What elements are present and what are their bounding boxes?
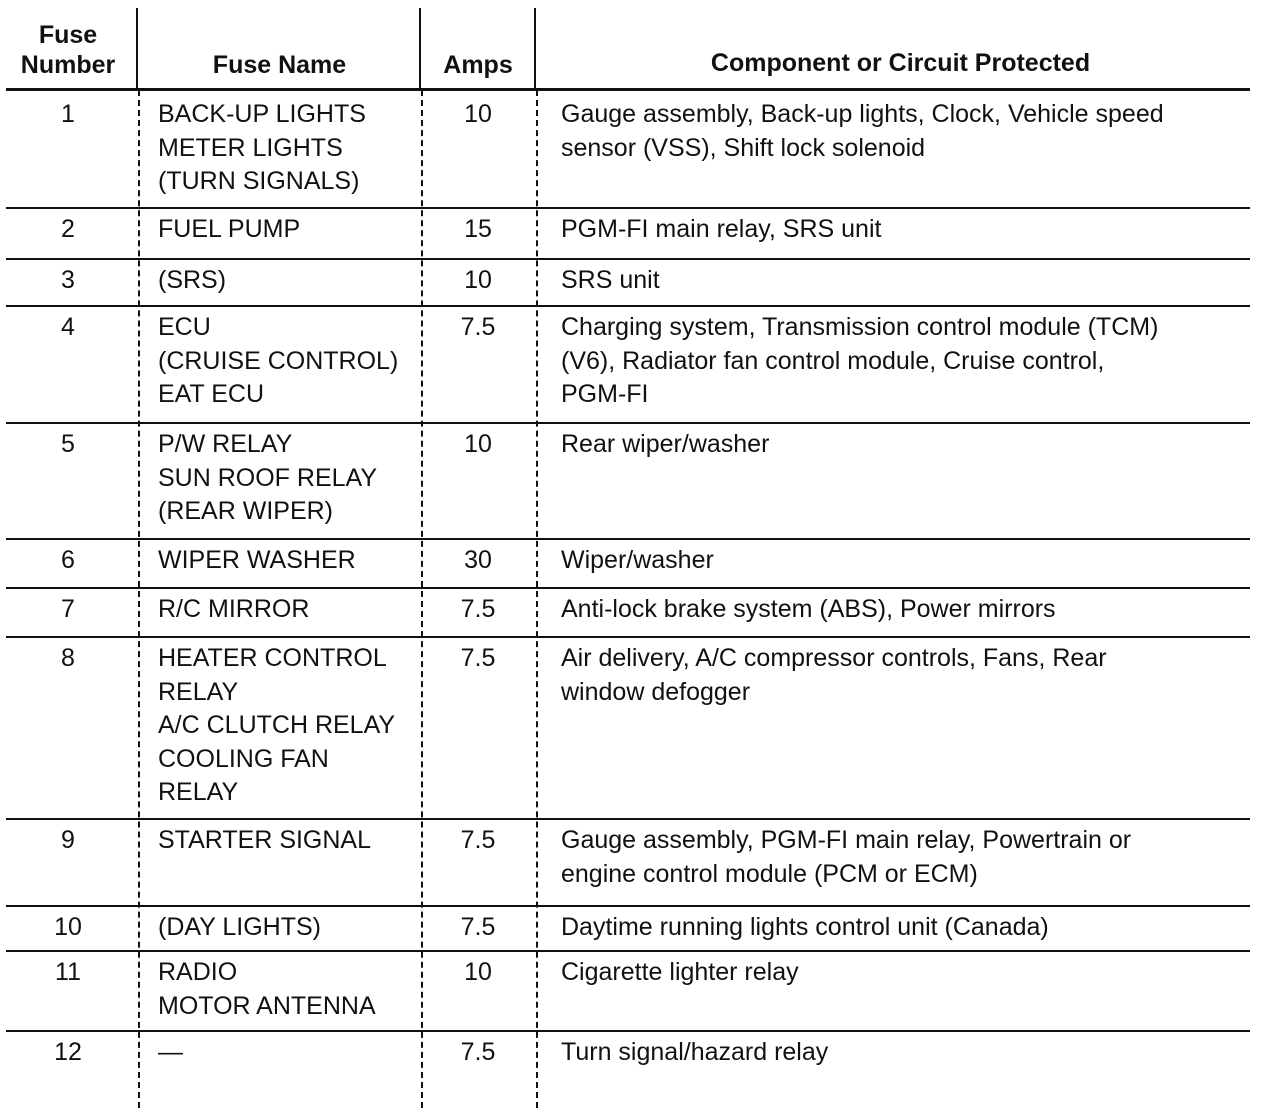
- cell-number: 11: [55, 958, 81, 986]
- cell-amps: 10: [464, 266, 492, 294]
- name-line: RELAY: [158, 677, 239, 706]
- cell-number: 7: [61, 595, 75, 623]
- name-line: COOLING FAN: [158, 744, 329, 773]
- cell-component: [561, 428, 1261, 462]
- component-line: PGM-FI: [561, 380, 649, 408]
- column-divider-3-body: [536, 90, 538, 1108]
- cell-amps: 7.5: [460, 313, 496, 341]
- name-line: ECU: [158, 313, 211, 341]
- component-line: Wiper/washer: [561, 546, 714, 574]
- name-line: SUN ROOF RELAY: [158, 463, 378, 492]
- row-divider: [6, 258, 1250, 260]
- component-line: SRS unit: [561, 266, 660, 294]
- name-line: METER LIGHTS: [158, 133, 343, 162]
- cell-component: [561, 98, 1261, 165]
- cell-name: [158, 1036, 420, 1070]
- row-divider: [6, 305, 1250, 307]
- name-line: BACK-UP LIGHTS: [158, 100, 366, 128]
- cell-amps: 15: [464, 215, 492, 243]
- cell-amps: 7.5: [460, 826, 496, 854]
- name-line: A/C CLUTCH RELAY: [158, 711, 396, 739]
- row-divider: [6, 818, 1250, 820]
- component-line: (V6), Radiator fan control module, Cruise control,: [561, 346, 1105, 375]
- cell-amps: 7.5: [460, 644, 496, 672]
- cell-component: [561, 911, 1261, 945]
- cell-number: 3: [61, 266, 75, 294]
- cell-name: [158, 544, 420, 578]
- component-line: Gauge assembly, PGM-FI main relay, Powertrain or: [561, 826, 1132, 854]
- header-component: Component or Circuit Protected: [710, 49, 1091, 77]
- component-line: Gauge assembly, Back-up lights, Clock, Vehicle speed: [561, 100, 1164, 128]
- cell-name: [158, 264, 420, 298]
- component-line: engine control module (PCM or ECM): [561, 859, 978, 888]
- row-divider: [6, 636, 1250, 638]
- cell-name: [158, 311, 420, 412]
- name-line: (DAY LIGHTS): [158, 913, 321, 941]
- cell-component: [561, 824, 1261, 891]
- cell-component: [561, 1036, 1261, 1070]
- cell-name: [158, 824, 420, 858]
- cell-amps: 7.5: [460, 595, 496, 623]
- row-divider: [6, 587, 1250, 589]
- cell-component: [561, 213, 1261, 247]
- cell-name: [158, 956, 420, 1023]
- cell-amps: 7.5: [460, 1038, 496, 1066]
- cell-name: [158, 98, 420, 199]
- name-line: MOTOR ANTENNA: [158, 991, 376, 1020]
- cell-amps: 7.5: [460, 913, 496, 941]
- row-divider: [6, 1030, 1250, 1032]
- component-line: Rear wiper/washer: [561, 430, 770, 458]
- name-line: HEATER CONTROL: [158, 644, 387, 672]
- column-divider-3: [534, 8, 536, 90]
- header-fuse-name: Fuse Name: [212, 51, 347, 79]
- cell-component: [561, 311, 1261, 412]
- column-divider-1-body: [138, 90, 140, 1108]
- column-divider-2: [419, 8, 421, 90]
- cell-amps: 10: [464, 100, 492, 128]
- header-rule: [6, 88, 1250, 91]
- name-line: —: [158, 1038, 183, 1066]
- cell-number: 2: [61, 215, 75, 243]
- name-line: P/W RELAY: [158, 430, 293, 458]
- name-line: (SRS): [158, 266, 227, 294]
- cell-number: 12: [54, 1038, 82, 1066]
- name-line: (CRUISE CONTROL): [158, 346, 399, 375]
- name-line: RELAY: [158, 778, 239, 806]
- row-divider: [6, 950, 1250, 952]
- header-amps: Amps: [443, 51, 513, 79]
- cell-name: [158, 428, 420, 529]
- cell-number: 8: [61, 644, 75, 672]
- cell-amps: 10: [464, 958, 492, 986]
- row-divider: [6, 905, 1250, 907]
- component-line: PGM-FI main relay, SRS unit: [561, 215, 882, 243]
- name-line: EAT ECU: [158, 380, 265, 408]
- component-line: Daytime running lights control unit (Canada): [561, 913, 1049, 941]
- cell-name: [158, 642, 420, 810]
- cell-amps: 10: [464, 430, 492, 458]
- cell-number: 5: [61, 430, 75, 458]
- cell-amps: 30: [464, 546, 492, 574]
- cell-name: [158, 593, 420, 627]
- name-line: R/C MIRROR: [158, 595, 310, 623]
- cell-component: [561, 642, 1261, 709]
- cell-component: [561, 593, 1261, 627]
- header-fuse-number: Fuse Number: [20, 21, 116, 79]
- cell-number: 1: [61, 100, 75, 128]
- cell-name: [158, 213, 420, 247]
- component-line: Anti-lock brake system (ABS), Power mirrors: [561, 595, 1056, 623]
- row-divider: [6, 422, 1250, 424]
- cell-number: 6: [61, 546, 75, 574]
- name-line: RADIO: [158, 958, 238, 986]
- component-line: Charging system, Transmission control module (TCM): [561, 313, 1159, 341]
- cell-number: 9: [61, 826, 75, 854]
- component-line: Cigarette lighter relay: [561, 958, 799, 986]
- row-divider: [6, 207, 1250, 209]
- cell-component: [561, 956, 1261, 990]
- cell-component: [561, 544, 1261, 578]
- component-line: window defogger: [561, 677, 751, 706]
- name-line: (TURN SIGNALS): [158, 167, 360, 195]
- component-line: Air delivery, A/C compressor controls, Fans, Rear: [561, 644, 1107, 672]
- name-line: STARTER SIGNAL: [158, 826, 372, 854]
- cell-number: 4: [61, 313, 75, 341]
- name-line: WIPER WASHER: [158, 546, 356, 574]
- row-divider: [6, 538, 1250, 540]
- component-line: Turn signal/hazard relay: [561, 1038, 829, 1066]
- component-line: sensor (VSS), Shift lock solenoid: [561, 133, 926, 162]
- name-line: FUEL PUMP: [158, 215, 301, 243]
- cell-number: 10: [54, 913, 82, 941]
- cell-name: [158, 911, 420, 945]
- column-divider-1: [136, 8, 138, 90]
- name-line: (REAR WIPER): [158, 497, 333, 525]
- cell-component: [561, 264, 1261, 298]
